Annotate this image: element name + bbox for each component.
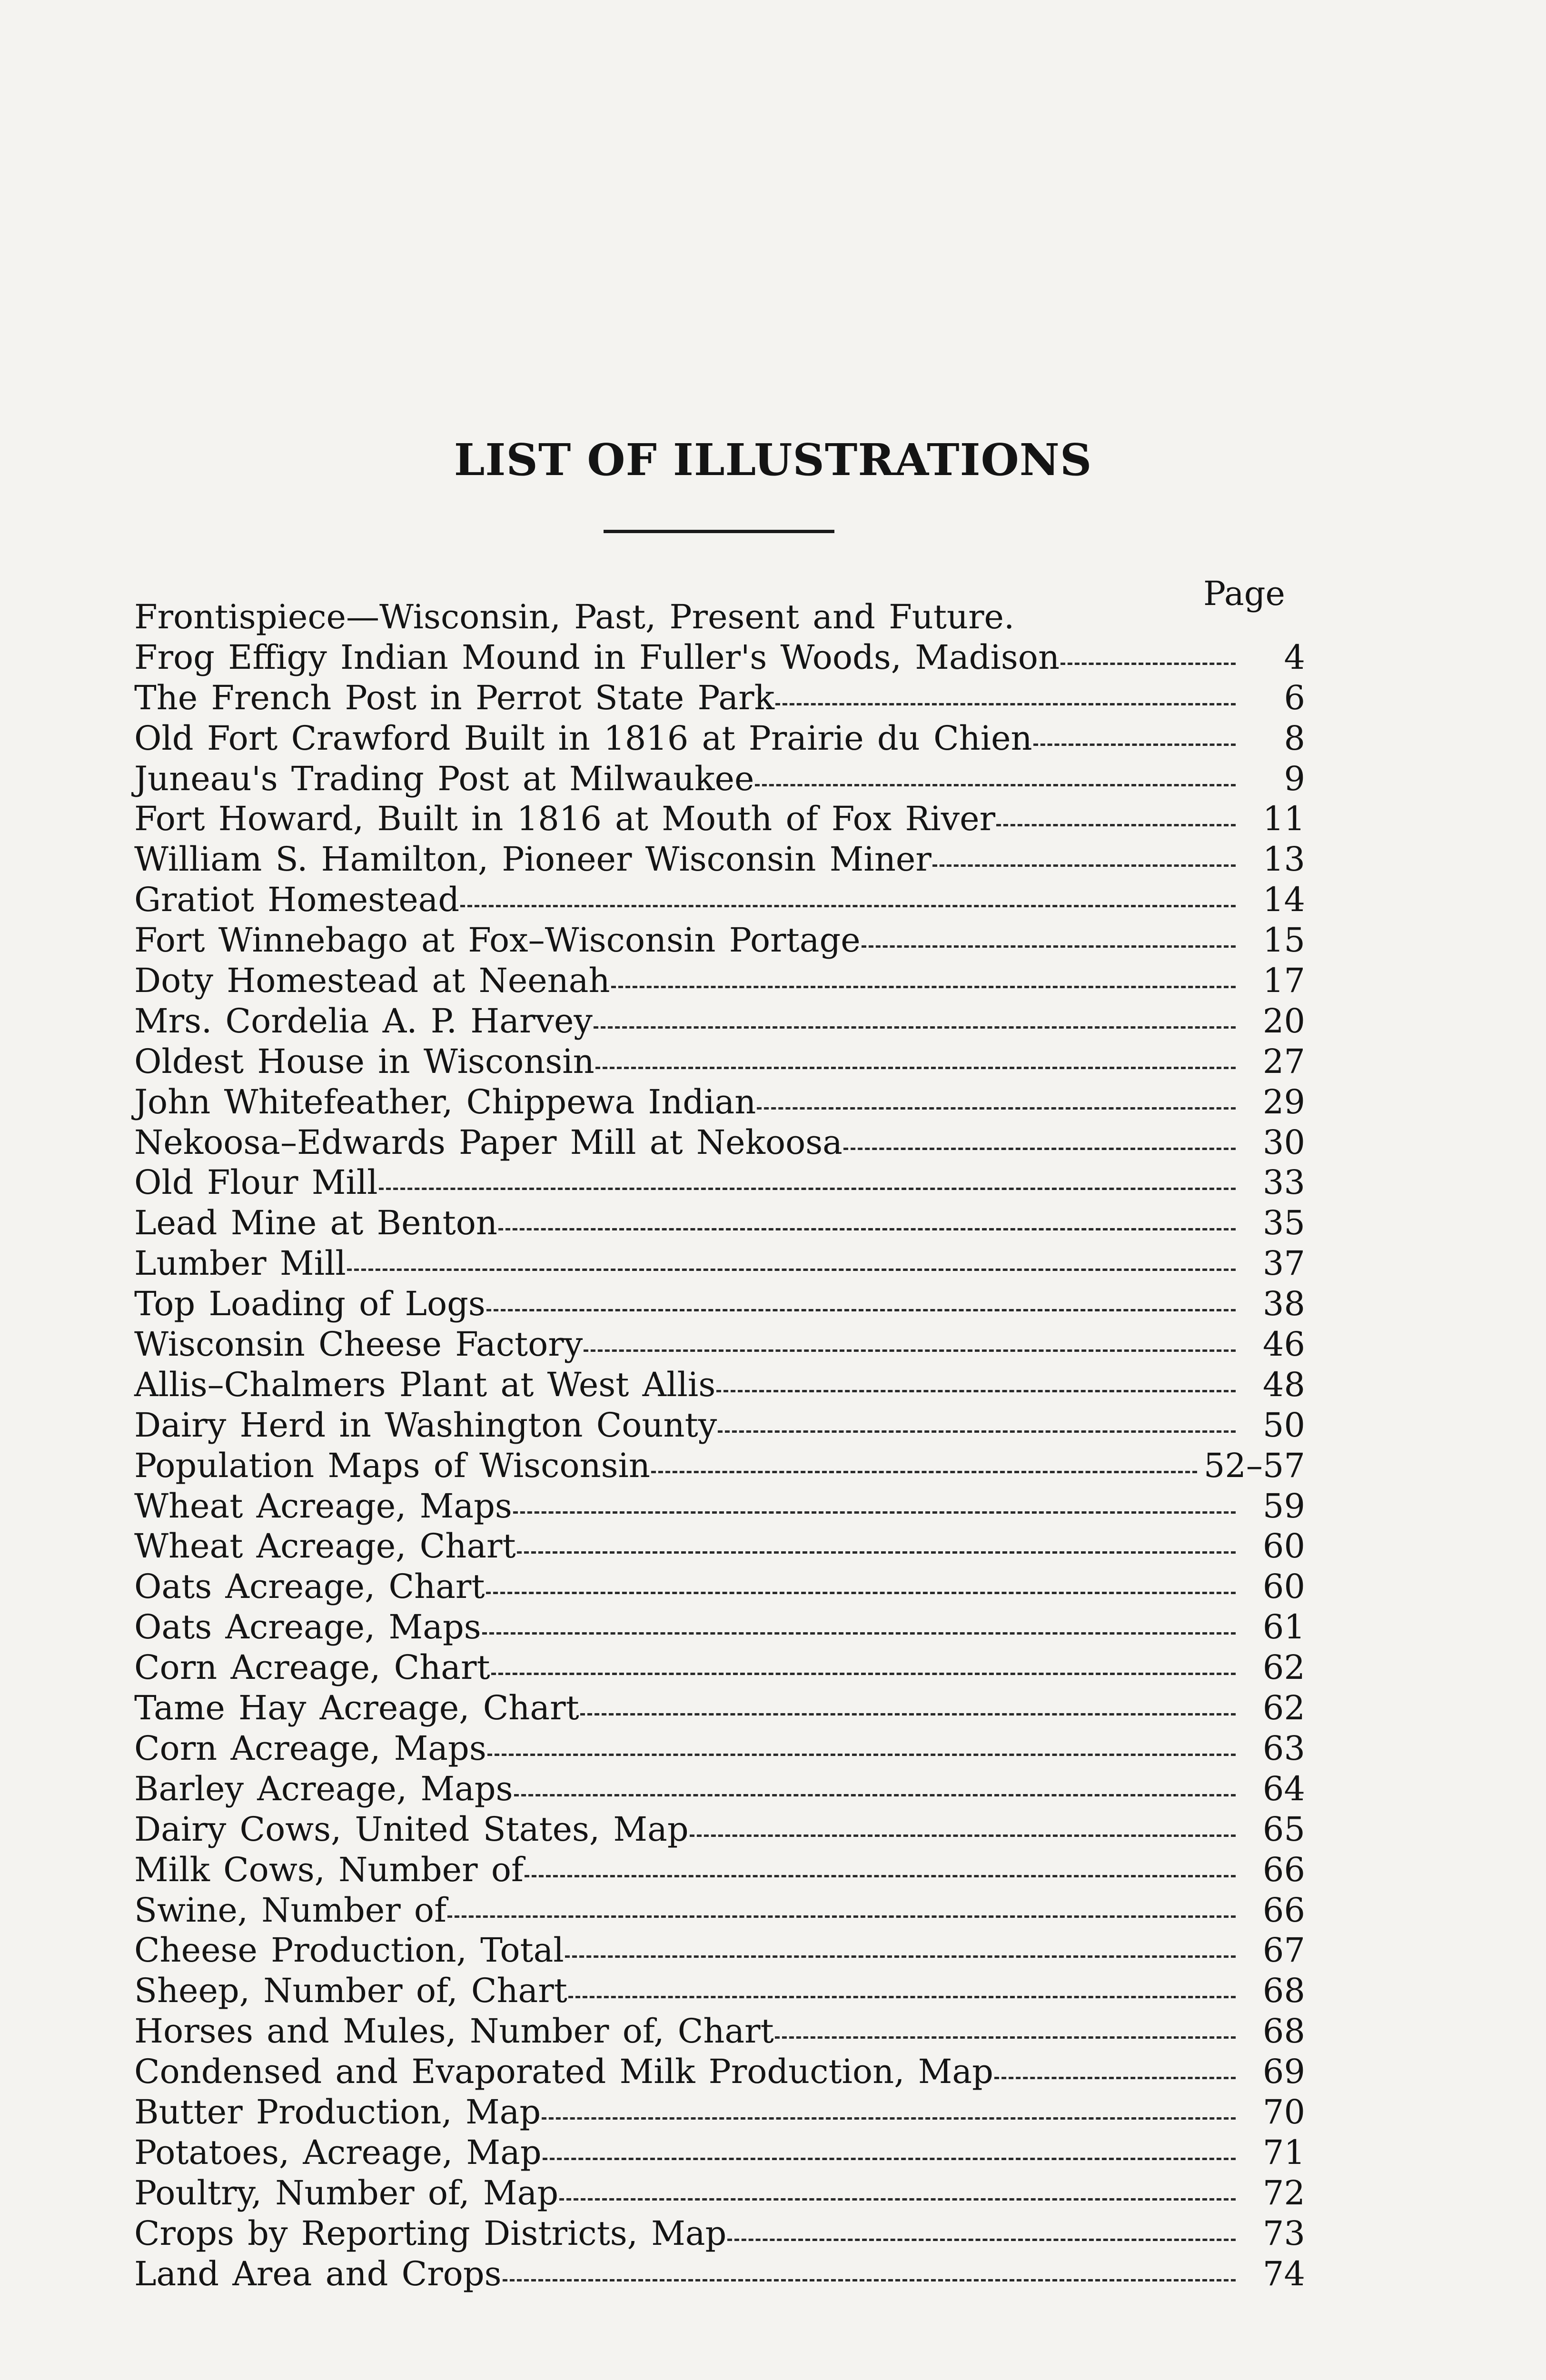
list-item	[134, 839, 1305, 880]
illustration-title: Juneau's Trading Post at Milwaukee	[134, 759, 754, 798]
list-item	[134, 718, 1305, 759]
page-number: 65	[1262, 1809, 1305, 1849]
dot-leader	[611, 986, 1236, 988]
page-number: 52–57	[1203, 1446, 1305, 1485]
illustration-title: Butter Production, Map	[134, 2092, 541, 2132]
illustration-title: Milk Cows, Number of	[134, 1850, 524, 1889]
list-item	[134, 1567, 1305, 1607]
page-number: 62	[1262, 1688, 1305, 1728]
list-item	[134, 961, 1305, 1001]
list-item	[134, 2092, 1305, 2132]
page-number: 8	[1284, 718, 1305, 758]
dot-leader	[584, 1349, 1236, 1352]
dot-leader	[932, 864, 1236, 867]
page-number: 9	[1284, 759, 1305, 798]
dot-leader	[517, 1551, 1236, 1554]
illustration-title: Nekoosa–Edwards Paper Mill at Nekoosa	[134, 1122, 842, 1162]
page-number: 13	[1262, 840, 1305, 879]
illustration-title: Oldest House in Wisconsin	[134, 1041, 595, 1081]
page-number: 33	[1262, 1163, 1305, 1202]
illustration-title: Dairy Cows, United States, Map	[134, 1809, 689, 1849]
illustration-title: Land Area and Crops	[134, 2254, 502, 2293]
dot-leader	[525, 1875, 1236, 1877]
illustration-title: Frontispiece—Wisconsin, Past, Present and Future.	[134, 597, 1015, 636]
list-item	[134, 920, 1305, 961]
page-number: 60	[1262, 1527, 1305, 1566]
page-number: 66	[1262, 1890, 1305, 1930]
page-number: 68	[1262, 1971, 1305, 2011]
list-item	[134, 2011, 1305, 2052]
page-number: 30	[1262, 1122, 1305, 1162]
page-number: 64	[1262, 1769, 1305, 1808]
list-item	[134, 1850, 1305, 1890]
page-number: 70	[1262, 2092, 1305, 2132]
illustration-title: Swine, Number of	[134, 1890, 446, 1930]
illustration-title: Allis–Chalmers Plant at West Allis	[134, 1365, 716, 1404]
list-item	[134, 799, 1305, 839]
page-number: 66	[1262, 1850, 1305, 1889]
illustration-title: Dairy Herd in Washington County	[134, 1405, 717, 1445]
page-number: 48	[1262, 1365, 1305, 1404]
list-item	[134, 2254, 1305, 2294]
illustration-title: Mrs. Cordelia A. P. Harvey	[134, 1001, 593, 1041]
list-item	[134, 1082, 1305, 1122]
page-column-header: Page	[1203, 574, 1285, 613]
illustration-title: Tame Hay Acreage, Chart	[134, 1688, 579, 1728]
illustration-title: William S. Hamilton, Pioneer Wisconsin Miner	[134, 840, 932, 879]
list-item	[134, 678, 1305, 718]
illustration-title: Top Loading of Logs	[134, 1284, 486, 1324]
dot-leader	[718, 1430, 1236, 1433]
page-number: 60	[1262, 1567, 1305, 1606]
dot-leader	[1033, 744, 1236, 746]
page-title: LIST OF ILLUSTRATIONS	[454, 434, 1092, 486]
dot-leader	[843, 1148, 1236, 1150]
dot-leader	[862, 945, 1236, 948]
list-item	[134, 2132, 1305, 2173]
page-number: 29	[1262, 1082, 1305, 1121]
list-item	[134, 2173, 1305, 2213]
illustration-title: Horses and Mules, Number of, Chart	[134, 2012, 774, 2051]
dot-leader	[716, 1390, 1236, 1392]
page-number: 63	[1262, 1728, 1305, 1768]
dot-leader	[514, 1794, 1236, 1796]
dot-leader	[994, 2077, 1236, 2079]
list-item	[134, 1728, 1305, 1769]
page-number: 73	[1262, 2213, 1305, 2253]
illustration-title: Doty Homestead at Neenah	[134, 961, 610, 1001]
list-item	[134, 880, 1305, 920]
page-number: 20	[1262, 1001, 1305, 1041]
dot-leader	[379, 1188, 1236, 1190]
illustration-title: Population Maps of Wisconsin	[134, 1446, 650, 1485]
page-number: 6	[1284, 678, 1305, 717]
dot-leader	[513, 1511, 1236, 1514]
illustration-title: Old Fort Crawford Built in 1816 at Prairie du Chien	[134, 718, 1032, 758]
page-number: 62	[1262, 1648, 1305, 1687]
page-number: 27	[1262, 1041, 1305, 1081]
list-item	[134, 1890, 1305, 1931]
dot-leader	[651, 1471, 1197, 1473]
dot-leader	[447, 1915, 1236, 1918]
list-item	[134, 1324, 1305, 1365]
page-number: 59	[1262, 1486, 1305, 1526]
list-item	[134, 1001, 1305, 1041]
dot-leader	[727, 2239, 1236, 2241]
list-item	[134, 1526, 1305, 1567]
list-item	[134, 1446, 1305, 1486]
illustration-title: Fort Winnebago at Fox–Wisconsin Portage	[134, 921, 861, 960]
list-item	[134, 1284, 1305, 1324]
dot-leader	[568, 1996, 1236, 1998]
dot-leader	[690, 1835, 1236, 1837]
illustrations-list	[134, 597, 1305, 2294]
illustration-title: Wheat Acreage, Chart	[134, 1527, 516, 1566]
page-number: 46	[1262, 1325, 1305, 1364]
dot-leader	[460, 905, 1236, 907]
page-number: 11	[1262, 799, 1305, 839]
illustration-title: Old Flour Mill	[134, 1163, 378, 1202]
list-item	[134, 637, 1305, 678]
page-number: 69	[1262, 2052, 1305, 2092]
dot-leader	[580, 1713, 1236, 1716]
dot-leader	[543, 2158, 1236, 2160]
dot-leader	[594, 1026, 1236, 1029]
list-item	[134, 1647, 1305, 1688]
dot-leader	[498, 1228, 1236, 1230]
page-number: 72	[1262, 2173, 1305, 2212]
page-number: 35	[1262, 1203, 1305, 1243]
illustration-title: The French Post in Perrot State Park	[134, 678, 774, 717]
dot-leader	[486, 1592, 1236, 1594]
illustration-title: Oats Acreage, Maps	[134, 1607, 481, 1647]
page-number: 68	[1262, 2012, 1305, 2051]
page-number: 4	[1284, 637, 1305, 677]
illustration-title: Lead Mine at Benton	[134, 1203, 497, 1243]
list-item	[134, 1930, 1305, 1971]
page-number: 50	[1262, 1405, 1305, 1445]
dot-leader	[565, 1955, 1236, 1958]
list-item	[134, 1688, 1305, 1728]
dot-leader	[755, 784, 1236, 786]
page-number: 74	[1262, 2254, 1305, 2293]
dot-leader	[757, 1107, 1236, 1110]
illustration-title: Fort Howard, Built in 1816 at Mouth of Fox River	[134, 799, 996, 839]
page-number: 71	[1262, 2132, 1305, 2172]
page-number: 14	[1262, 880, 1305, 920]
page-number: 15	[1262, 921, 1305, 960]
illustration-title: Barley Acreage, Maps	[134, 1769, 513, 1808]
dot-leader	[775, 703, 1236, 705]
list-item	[134, 1769, 1305, 1809]
illustration-title: John Whitefeather, Chippewa Indian	[134, 1082, 756, 1121]
illustration-title: Crops by Reporting Districts, Map	[134, 2213, 727, 2253]
dot-leader	[347, 1269, 1236, 1271]
illustration-title: Wisconsin Cheese Factory	[134, 1325, 583, 1364]
list-item	[134, 1365, 1305, 1405]
dot-leader	[491, 1673, 1236, 1675]
list-item	[134, 1607, 1305, 1647]
list-item	[134, 1122, 1305, 1163]
list-item	[134, 2052, 1305, 2092]
illustration-title: Condensed and Evaporated Milk Production, Map	[134, 2052, 993, 2092]
dot-leader	[482, 1632, 1236, 1635]
list-item	[134, 597, 1305, 637]
dot-leader	[503, 2279, 1236, 2281]
title-divider	[604, 530, 834, 533]
list-item	[134, 759, 1305, 799]
list-item	[134, 1243, 1305, 1284]
dot-leader	[559, 2198, 1236, 2201]
illustration-title: Wheat Acreage, Maps	[134, 1486, 512, 1526]
dot-leader	[996, 824, 1236, 826]
illustration-title: Oats Acreage, Chart	[134, 1567, 485, 1606]
illustration-title: Corn Acreage, Chart	[134, 1648, 490, 1687]
page-number: 37	[1262, 1244, 1305, 1283]
illustration-title: Corn Acreage, Maps	[134, 1728, 486, 1768]
list-item	[134, 1809, 1305, 1850]
illustration-title: Potatoes, Acreage, Map	[134, 2132, 542, 2172]
illustration-title: Poultry, Number of, Map	[134, 2173, 559, 2212]
list-item	[134, 1486, 1305, 1527]
page-number: 38	[1262, 1284, 1305, 1324]
page-number: 67	[1262, 1931, 1305, 1970]
illustration-title: Sheep, Number of, Chart	[134, 1971, 567, 2011]
illustration-title: Cheese Production, Total	[134, 1931, 564, 1970]
list-item	[134, 1162, 1305, 1203]
illustration-title: Gratiot Homestead	[134, 880, 460, 920]
page-number: 17	[1262, 961, 1305, 1001]
page-number: 61	[1262, 1607, 1305, 1647]
dot-leader	[1060, 663, 1236, 665]
dot-leader	[542, 2117, 1236, 2120]
list-item	[134, 1041, 1305, 1082]
illustration-title: Frog Effigy Indian Mound in Fuller's Woods, Madison	[134, 637, 1060, 677]
list-item	[134, 2213, 1305, 2254]
list-item	[134, 1203, 1305, 1243]
list-item	[134, 1405, 1305, 1446]
illustration-title: Lumber Mill	[134, 1244, 346, 1283]
dot-leader	[487, 1754, 1236, 1756]
dot-leader	[486, 1309, 1236, 1311]
dot-leader	[595, 1067, 1236, 1069]
list-item	[134, 1971, 1305, 2011]
dot-leader	[775, 2036, 1236, 2039]
